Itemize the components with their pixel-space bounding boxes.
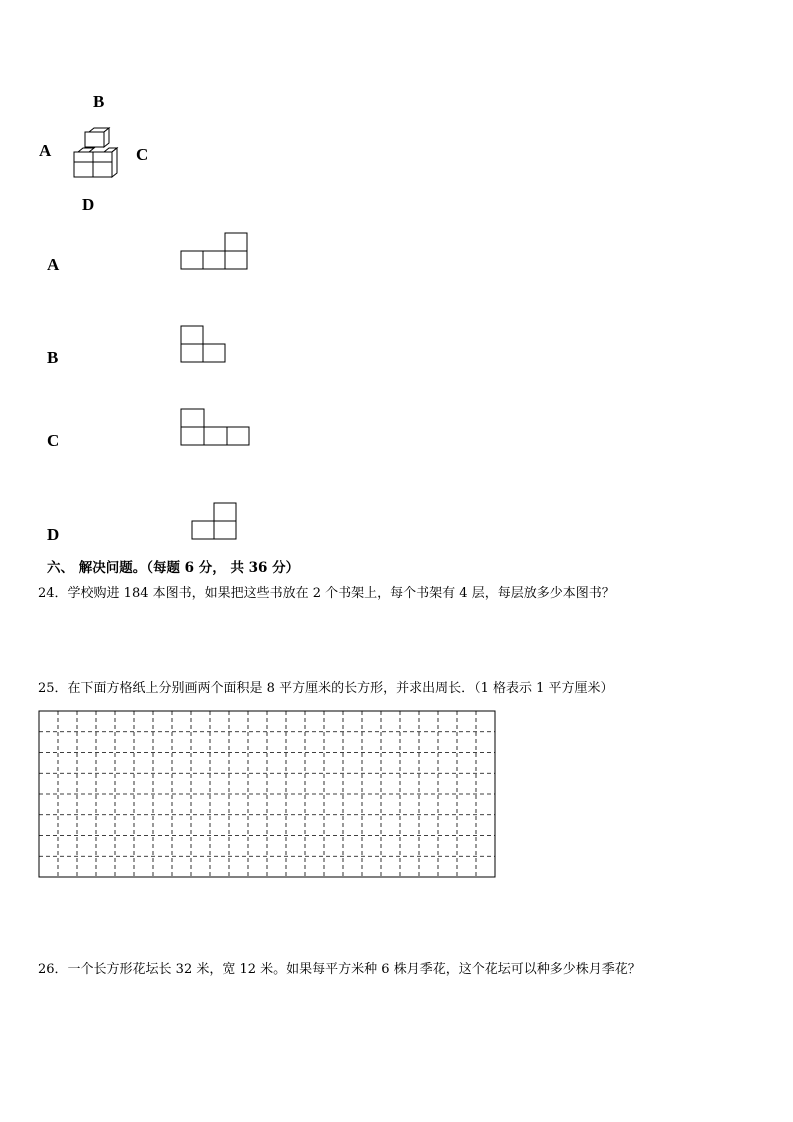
option-b-label: B xyxy=(47,348,59,367)
option-d-view xyxy=(191,502,241,542)
option-a-label: A xyxy=(47,255,60,274)
question-24: 24．学校购进 184 本图书，如果把这些书放在 2 个书架上，每个书架有 4 层，每层放多少本图书？ xyxy=(38,586,615,601)
question-26: 26．一个长方形花坛长 32 米，宽 12 米。如果每平方米种 6 株月季花，这个花坛可以种多少株月季花？ xyxy=(38,962,641,977)
option-c-view xyxy=(180,408,252,448)
cube-stack-figure xyxy=(70,126,122,180)
grid-paper xyxy=(38,710,496,878)
question-25: 25．在下面方格纸上分别画两个面积是 8 平方厘米的长方形，并求出周长．（1 格表示 1 平方厘米） xyxy=(38,681,614,696)
section-heading: 六、 解决问题。（每题 6 分， 共 36 分） xyxy=(47,560,300,576)
direction-label-left: A xyxy=(39,141,52,160)
option-b-view xyxy=(180,325,230,365)
option-a-view xyxy=(180,232,250,272)
direction-label-bottom: D xyxy=(82,195,95,214)
option-d-label: D xyxy=(47,525,60,544)
option-c-label: C xyxy=(47,431,60,450)
direction-label-top: B xyxy=(93,92,105,111)
direction-label-right: C xyxy=(136,145,149,164)
